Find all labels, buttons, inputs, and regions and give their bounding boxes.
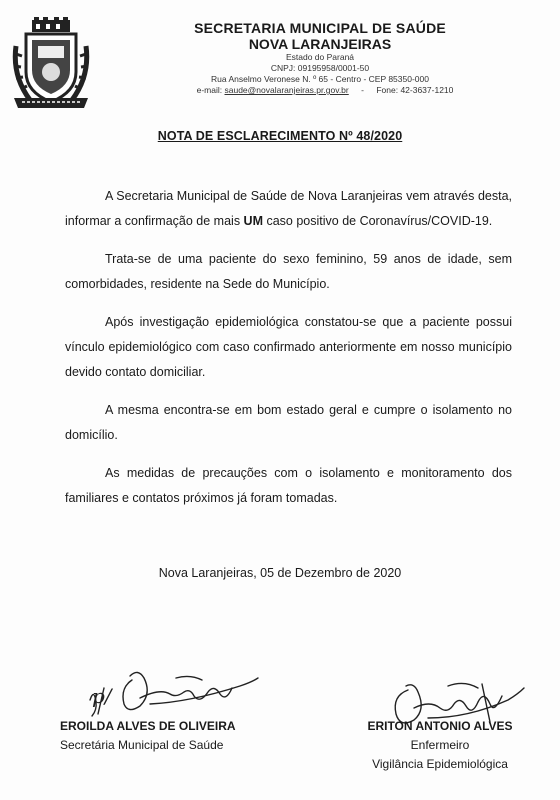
right-signature-block [345,717,535,774]
left-signatory-role: Secretária Municipal de Saúde [60,738,224,752]
contact-separator: - [361,85,364,95]
letterhead-subtitle: NOVA LARANJEIRAS [248,36,392,52]
right-signatory-role: Enfermeiro [410,738,470,752]
paragraph-1 [65,184,512,234]
paragraph-3: Após investigação epidemiológica constatou-se que a paciente possui vínculo epidemiológico com caso confirmado anteriormente em nosso município devido contato domiciliar. [65,315,512,379]
email-link[interactable]: saude@novalaranjeiras.pr.gov.br [224,85,349,95]
letterhead [100,20,540,96]
email-label: e-mail: [196,85,223,95]
paragraph-5: As medidas de precauções com o isolamento e monitoramento dos familiares e contatos próximos já foram tomadas. [65,466,512,505]
letterhead-state: Estado do Paraná [285,52,355,62]
letterhead-address: Rua Anselmo Veronese N. º 65 - Centro - CEP 85350-000 [211,74,429,84]
note-title: NOTA DE ESCLARECIMENTO Nº 48/2020 [157,129,403,143]
letterhead-contact [110,85,540,96]
phone-number: Fone: 42-3637-1210 [376,85,454,95]
left-signature-block [60,717,260,755]
paragraph-4: A mesma encontra-se em bom estado geral e cumpre o isolamento no domicílio. [65,403,512,442]
note-body [65,184,512,524]
signature-prefix: p/ [92,684,112,708]
letterhead-title: SECRETARIA MUNICIPAL DE SAÚDE [194,20,446,36]
right-signatory-name: ERITON ANTONIO ALVES [367,719,513,733]
left-signatory-name: EROILDA ALVES DE OLIVEIRA [60,719,236,733]
municipal-crest-logo [10,16,92,112]
letterhead-cnpj: CNPJ: 09195958/0001-50 [270,63,370,73]
paragraph-2: Trata-se de uma paciente do sexo feminino, 59 anos de idade, sem comorbidades, residente na Sede do Município. [65,252,512,291]
right-signatory-department: Vigilância Epidemiológica [372,757,508,771]
case-count-emphasis: UM [243,214,263,228]
paragraph-1-end: caso positivo de Coronavírus/COVID-19. [263,214,493,228]
date-line: Nova Laranjeiras, 05 de Dezembro de 2020 [158,566,402,580]
paragraph-1-start: A Secretaria Municipal de Saúde de Nova Laranjeiras vem através desta, informar a confirmação de mais [65,189,512,228]
